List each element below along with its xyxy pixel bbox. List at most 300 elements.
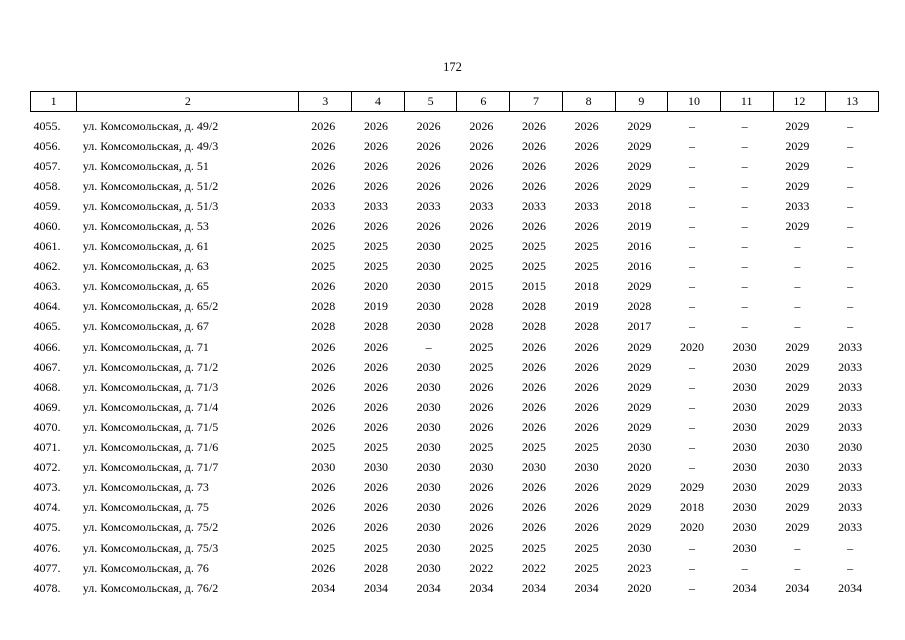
table-row <box>31 518 879 538</box>
address-cell: ул. Комсомольская, д. 71/4 <box>82 399 219 414</box>
row-number: 4057. <box>33 158 61 173</box>
year-cell-col-13: – <box>847 118 854 133</box>
year-cell-col-6: 2026 <box>469 480 494 495</box>
year-cell-col-11: – <box>741 259 748 274</box>
row-number: 4059. <box>33 198 61 213</box>
year-cell-col-9: 2029 <box>627 359 652 374</box>
year-cell-col-5: 2030 <box>416 319 441 334</box>
year-cell-col-6: 2025 <box>469 440 494 455</box>
year-cell-col-4: 2028 <box>363 319 388 334</box>
address-cell: ул. Комсомольская, д. 76/2 <box>82 580 219 595</box>
year-cell-col-11: 2030 <box>732 540 757 555</box>
table-body <box>31 112 879 599</box>
column-header-11: 11 <box>720 92 773 112</box>
year-cell-col-9: 2016 <box>627 259 652 274</box>
year-cell-col-3: 2026 <box>311 419 336 434</box>
year-cell-col-12: 2029 <box>785 158 810 173</box>
year-cell-col-11: – <box>741 198 748 213</box>
year-cell-col-4: 2025 <box>363 259 388 274</box>
address-cell: ул. Комсомольская, д. 71/5 <box>82 419 219 434</box>
year-cell-col-13: – <box>847 319 854 334</box>
year-cell-col-13: – <box>847 178 854 193</box>
year-cell-col-6: 2022 <box>469 560 494 575</box>
year-cell-col-4: 2026 <box>363 500 388 515</box>
page-number: 172 <box>443 60 462 74</box>
year-cell-col-9: 2029 <box>627 520 652 535</box>
year-cell-col-5: 2033 <box>416 198 441 213</box>
year-cell-col-9: 2017 <box>627 319 652 334</box>
year-cell-col-12: 2029 <box>785 178 810 193</box>
year-cell-col-6: 2026 <box>469 419 494 434</box>
column-header-7: 7 <box>510 92 563 112</box>
year-cell-col-10: 2020 <box>680 339 704 354</box>
year-cell-col-5: 2030 <box>416 359 441 374</box>
year-cell-col-7: 2025 <box>521 239 546 254</box>
year-cell-col-9: 2029 <box>627 279 652 294</box>
year-cell-col-12: 2029 <box>785 419 810 434</box>
year-cell-col-11: 2030 <box>732 379 757 394</box>
year-cell-col-6: 2026 <box>469 158 494 173</box>
year-cell-col-10: – <box>689 239 695 254</box>
year-cell-col-4: 2020 <box>363 279 388 294</box>
address-cell: ул. Комсомольская, д. 71/6 <box>82 440 219 455</box>
year-cell-col-9: 2029 <box>627 138 652 153</box>
year-cell-col-10: – <box>689 198 695 213</box>
row-number: 4077. <box>33 560 61 575</box>
year-cell-col-4: 2025 <box>363 540 388 555</box>
row-number: 4055. <box>33 118 61 133</box>
year-cell-col-7: 2030 <box>521 460 546 475</box>
year-cell-col-7: 2026 <box>521 359 546 374</box>
year-cell-col-10: – <box>689 319 695 334</box>
year-cell-col-3: 2026 <box>311 560 336 575</box>
year-cell-col-10: – <box>689 138 695 153</box>
table-row <box>31 458 879 478</box>
year-cell-col-13: 2034 <box>838 580 863 595</box>
year-cell-col-6: 2026 <box>469 138 494 153</box>
year-cell-col-8: 2026 <box>574 219 599 234</box>
year-cell-col-7: 2026 <box>521 138 546 153</box>
year-cell-col-12: – <box>794 560 801 575</box>
year-cell-col-13: – <box>847 239 854 254</box>
year-cell-col-11: – <box>741 319 748 334</box>
year-cell-col-6: 2025 <box>469 540 494 555</box>
year-cell-col-5: 2030 <box>416 279 441 294</box>
year-cell-col-13: – <box>847 560 854 575</box>
year-cell-col-3: 2026 <box>311 219 336 234</box>
year-cell-col-3: 2030 <box>311 460 336 475</box>
year-cell-col-10: – <box>689 359 695 374</box>
year-cell-col-8: 2026 <box>574 399 599 414</box>
year-cell-col-10: 2018 <box>680 500 704 515</box>
year-cell-col-10: 2029 <box>680 480 704 495</box>
year-cell-col-9: 2018 <box>627 198 652 213</box>
year-cell-col-7: 2028 <box>521 319 546 334</box>
row-number: 4065. <box>33 319 61 334</box>
year-cell-col-9: 2023 <box>627 560 652 575</box>
year-cell-col-3: 2026 <box>311 339 336 354</box>
year-cell-col-4: 2026 <box>363 339 388 354</box>
table-row <box>31 558 879 578</box>
table-row <box>31 297 879 317</box>
row-number: 4076. <box>33 540 61 555</box>
year-cell-col-3: 2026 <box>311 480 336 495</box>
year-cell-col-11: – <box>741 158 748 173</box>
year-cell-col-4: 2026 <box>363 158 388 173</box>
address-cell: ул. Комсомольская, д. 51/2 <box>82 178 219 193</box>
column-header-6: 6 <box>457 92 510 112</box>
year-cell-col-6: 2026 <box>469 399 494 414</box>
year-cell-col-8: 2026 <box>574 178 599 193</box>
year-cell-col-8: 2026 <box>574 500 599 515</box>
year-cell-col-11: – <box>741 219 748 234</box>
year-cell-col-3: 2025 <box>311 259 336 274</box>
year-cell-col-12: 2029 <box>785 399 810 414</box>
year-cell-col-10: – <box>689 379 695 394</box>
year-cell-col-5: 2030 <box>416 460 441 475</box>
column-header-1: 1 <box>31 92 77 112</box>
year-cell-col-7: 2026 <box>521 118 546 133</box>
table-row <box>31 377 879 397</box>
year-cell-col-12: 2029 <box>785 520 810 535</box>
table-row <box>31 538 879 558</box>
year-cell-col-12: – <box>794 299 801 314</box>
year-cell-col-12: 2029 <box>785 138 810 153</box>
table-row <box>31 397 879 417</box>
year-cell-col-6: 2026 <box>469 118 494 133</box>
year-cell-col-3: 2028 <box>311 319 336 334</box>
row-number: 4066. <box>33 339 61 354</box>
row-number: 4056. <box>33 138 61 153</box>
year-cell-col-5: 2026 <box>416 178 441 193</box>
row-number: 4070. <box>33 419 61 434</box>
year-cell-col-3: 2033 <box>311 198 336 213</box>
year-cell-col-5: – <box>425 339 432 354</box>
year-cell-col-11: – <box>741 138 748 153</box>
column-header-9: 9 <box>615 92 668 112</box>
year-cell-col-10: – <box>689 259 695 274</box>
year-cell-col-3: 2026 <box>311 118 336 133</box>
address-cell: ул. Комсомольская, д. 49/2 <box>82 118 219 133</box>
year-cell-col-10: – <box>689 178 695 193</box>
year-cell-col-6: 2025 <box>469 259 494 274</box>
year-cell-col-4: 2025 <box>363 239 388 254</box>
year-cell-col-12: – <box>794 259 801 274</box>
table-row <box>31 237 879 257</box>
year-cell-col-4: 2026 <box>363 219 388 234</box>
year-cell-col-11: – <box>741 178 748 193</box>
year-cell-col-12: – <box>794 279 801 294</box>
year-cell-col-11: 2030 <box>732 520 757 535</box>
year-cell-col-9: 2029 <box>627 339 652 354</box>
year-cell-col-11: – <box>741 279 748 294</box>
year-cell-col-4: 2026 <box>363 138 388 153</box>
year-cell-col-4: 2030 <box>363 460 388 475</box>
year-cell-col-12: 2029 <box>785 219 810 234</box>
address-cell: ул. Комсомольская, д. 76 <box>82 560 209 575</box>
year-cell-col-6: 2025 <box>469 359 494 374</box>
table-row <box>31 216 879 236</box>
year-cell-col-8: 2026 <box>574 419 599 434</box>
year-cell-col-5: 2026 <box>416 138 441 153</box>
year-cell-col-13: – <box>847 198 854 213</box>
address-cell: ул. Комсомольская, д. 49/3 <box>82 138 219 153</box>
year-cell-col-11: – <box>741 299 748 314</box>
year-cell-col-7: 2025 <box>521 259 546 274</box>
year-cell-col-10: – <box>689 440 695 455</box>
year-cell-col-6: 2025 <box>469 239 494 254</box>
year-cell-col-6: 2026 <box>469 379 494 394</box>
row-number: 4072. <box>33 460 61 475</box>
year-cell-col-13: – <box>847 279 854 294</box>
year-cell-col-4: 2019 <box>363 299 388 314</box>
year-cell-col-8: 2026 <box>574 379 599 394</box>
year-cell-col-13: 2033 <box>838 419 863 434</box>
year-cell-col-3: 2026 <box>311 399 336 414</box>
row-number: 4071. <box>33 440 61 455</box>
year-cell-col-5: 2026 <box>416 158 441 173</box>
year-cell-col-4: 2026 <box>363 399 388 414</box>
year-cell-col-3: 2026 <box>311 178 336 193</box>
year-cell-col-9: 2019 <box>627 219 652 234</box>
year-cell-col-8: 2025 <box>574 440 599 455</box>
year-cell-col-9: 2020 <box>627 460 652 475</box>
table-row <box>31 277 879 297</box>
row-number: 4073. <box>33 480 61 495</box>
year-cell-col-7: 2026 <box>521 500 546 515</box>
year-cell-col-13: 2033 <box>838 359 863 374</box>
year-cell-col-8: 2034 <box>574 580 599 595</box>
table-row <box>31 112 879 137</box>
table-row <box>31 196 879 216</box>
year-cell-col-7: 2026 <box>521 480 546 495</box>
year-cell-col-7: 2026 <box>521 158 546 173</box>
year-cell-col-5: 2030 <box>416 560 441 575</box>
year-cell-col-11: 2030 <box>732 500 757 515</box>
table-row <box>31 357 879 377</box>
year-cell-col-8: 2026 <box>574 520 599 535</box>
year-cell-col-13: 2033 <box>838 520 863 535</box>
column-header-12: 12 <box>773 92 826 112</box>
year-cell-col-6: 2026 <box>469 178 494 193</box>
row-number: 4069. <box>33 399 61 414</box>
year-cell-col-13: – <box>847 219 854 234</box>
year-cell-col-4: 2025 <box>363 440 388 455</box>
year-cell-col-5: 2030 <box>416 440 441 455</box>
table-row <box>31 478 879 498</box>
year-cell-col-8: 2025 <box>574 239 599 254</box>
year-cell-col-5: 2026 <box>416 219 441 234</box>
table-row <box>31 578 879 598</box>
row-number: 4058. <box>33 178 61 193</box>
row-number: 4062. <box>33 259 61 274</box>
year-cell-col-8: 2026 <box>574 118 599 133</box>
table-row <box>31 417 879 437</box>
year-cell-col-3: 2026 <box>311 520 336 535</box>
column-header-3: 3 <box>299 92 352 112</box>
year-cell-col-3: 2026 <box>311 500 336 515</box>
address-cell: ул. Комсомольская, д. 73 <box>82 480 209 495</box>
column-header-8: 8 <box>562 92 615 112</box>
column-number-header-row <box>31 92 879 112</box>
year-cell-col-5: 2030 <box>416 239 441 254</box>
year-cell-col-7: 2026 <box>521 399 546 414</box>
year-cell-col-10: – <box>689 299 695 314</box>
table-row <box>31 136 879 156</box>
year-cell-col-4: 2034 <box>363 580 388 595</box>
year-cell-col-10: – <box>689 460 695 475</box>
year-cell-col-12: 2029 <box>785 379 810 394</box>
year-cell-col-7: 2026 <box>521 379 546 394</box>
year-cell-col-3: 2026 <box>311 279 336 294</box>
address-cell: ул. Комсомольская, д. 71/7 <box>82 460 219 475</box>
year-cell-col-10: – <box>689 540 695 555</box>
year-cell-col-12: – <box>794 540 801 555</box>
year-cell-col-10: – <box>689 399 695 414</box>
year-cell-col-9: 2020 <box>627 580 652 595</box>
year-cell-col-6: 2026 <box>469 219 494 234</box>
year-cell-col-5: 2030 <box>416 419 441 434</box>
year-cell-col-7: 2033 <box>521 198 546 213</box>
year-cell-col-6: 2026 <box>469 520 494 535</box>
year-cell-col-10: – <box>689 279 695 294</box>
year-cell-col-5: 2030 <box>416 379 441 394</box>
year-cell-col-12: 2029 <box>785 359 810 374</box>
table-row <box>31 337 879 357</box>
year-cell-col-6: 2026 <box>469 500 494 515</box>
year-cell-col-12: – <box>794 319 801 334</box>
year-cell-col-13: – <box>847 138 854 153</box>
year-cell-col-5: 2030 <box>416 399 441 414</box>
year-cell-col-9: 2029 <box>627 500 652 515</box>
year-cell-col-10: – <box>689 580 695 595</box>
year-cell-col-6: 2025 <box>469 339 494 354</box>
year-cell-col-9: 2030 <box>627 440 652 455</box>
year-cell-col-5: 2030 <box>416 299 441 314</box>
year-cell-col-12: 2029 <box>785 339 810 354</box>
year-cell-col-7: 2025 <box>521 440 546 455</box>
year-cell-col-9: 2029 <box>627 178 652 193</box>
year-cell-col-10: – <box>689 419 695 434</box>
year-cell-col-13: 2033 <box>838 500 863 515</box>
year-cell-col-6: 2028 <box>469 299 494 314</box>
year-cell-col-13: – <box>847 259 854 274</box>
schedule-table <box>30 91 879 598</box>
year-cell-col-10: – <box>689 560 695 575</box>
year-cell-col-3: 2026 <box>311 158 336 173</box>
address-cell: ул. Комсомольская, д. 75/3 <box>82 540 219 555</box>
address-cell: ул. Комсомольская, д. 63 <box>82 259 209 274</box>
row-number: 4074. <box>33 500 61 515</box>
year-cell-col-8: 2025 <box>574 560 599 575</box>
year-cell-col-3: 2025 <box>311 239 336 254</box>
year-cell-col-3: 2025 <box>311 440 336 455</box>
year-cell-col-4: 2026 <box>363 359 388 374</box>
table-row <box>31 257 879 277</box>
year-cell-col-11: 2030 <box>732 419 757 434</box>
year-cell-col-7: 2026 <box>521 419 546 434</box>
column-header-5: 5 <box>404 92 457 112</box>
year-cell-col-13: 2033 <box>838 399 863 414</box>
year-cell-col-4: 2033 <box>363 198 388 213</box>
year-cell-col-12: 2029 <box>785 500 810 515</box>
year-cell-col-5: 2030 <box>416 480 441 495</box>
year-cell-col-4: 2028 <box>363 560 388 575</box>
column-header-13: 13 <box>826 92 879 112</box>
year-cell-col-7: 2028 <box>521 299 546 314</box>
year-cell-col-11: – <box>741 239 748 254</box>
year-cell-col-5: 2030 <box>416 500 441 515</box>
column-header-10: 10 <box>668 92 721 112</box>
table-row <box>31 438 879 458</box>
address-cell: ул. Комсомольская, д. 75 <box>82 500 209 515</box>
year-cell-col-7: 2034 <box>521 580 546 595</box>
year-cell-col-12: 2030 <box>785 440 810 455</box>
address-cell: ул. Комсомольская, д. 65/2 <box>82 299 219 314</box>
year-cell-col-9: 2029 <box>627 379 652 394</box>
year-cell-col-8: 2026 <box>574 138 599 153</box>
table-row <box>31 156 879 176</box>
year-cell-col-13: – <box>847 158 854 173</box>
address-cell: ул. Комсомольская, д. 51/3 <box>82 198 219 213</box>
year-cell-col-11: 2034 <box>732 580 757 595</box>
year-cell-col-11: 2030 <box>732 480 757 495</box>
row-number: 4064. <box>33 299 61 314</box>
year-cell-col-9: 2029 <box>627 419 652 434</box>
year-cell-col-10: 2020 <box>680 520 704 535</box>
year-cell-col-7: 2026 <box>521 520 546 535</box>
year-cell-col-8: 2018 <box>574 279 599 294</box>
year-cell-col-13: 2030 <box>838 440 863 455</box>
year-cell-col-5: 2026 <box>416 118 441 133</box>
year-cell-col-9: 2029 <box>627 480 652 495</box>
column-header-4: 4 <box>352 92 405 112</box>
year-cell-col-8: 2026 <box>574 480 599 495</box>
year-cell-col-11: 2030 <box>732 460 757 475</box>
year-cell-col-3: 2028 <box>311 299 336 314</box>
address-cell: ул. Комсомольская, д. 61 <box>82 239 209 254</box>
year-cell-col-8: 2025 <box>574 540 599 555</box>
year-cell-col-9: 2029 <box>627 118 652 133</box>
year-cell-col-7: 2026 <box>521 219 546 234</box>
year-cell-col-5: 2034 <box>416 580 441 595</box>
year-cell-col-4: 2026 <box>363 419 388 434</box>
row-number: 4060. <box>33 219 61 234</box>
row-number: 4061. <box>33 239 61 254</box>
year-cell-col-6: 2015 <box>469 279 494 294</box>
year-cell-col-8: 2019 <box>574 299 599 314</box>
year-cell-col-13: 2033 <box>838 460 863 475</box>
year-cell-col-4: 2026 <box>363 520 388 535</box>
address-cell: ул. Комсомольская, д. 65 <box>82 279 209 294</box>
year-cell-col-8: 2028 <box>574 319 599 334</box>
year-cell-col-3: 2025 <box>311 540 336 555</box>
year-cell-col-6: 2034 <box>469 580 494 595</box>
address-cell: ул. Комсомольская, д. 75/2 <box>82 520 219 535</box>
year-cell-col-10: – <box>689 219 695 234</box>
year-cell-col-8: 2033 <box>574 198 599 213</box>
year-cell-col-13: – <box>847 299 854 314</box>
year-cell-col-4: 2026 <box>363 379 388 394</box>
year-cell-col-7: 2025 <box>521 540 546 555</box>
year-cell-col-6: 2030 <box>469 460 494 475</box>
year-cell-col-5: 2030 <box>416 259 441 274</box>
year-cell-col-12: 2034 <box>785 580 810 595</box>
year-cell-col-3: 2026 <box>311 138 336 153</box>
address-cell: ул. Комсомольская, д. 53 <box>82 219 209 234</box>
year-cell-col-9: 2016 <box>627 239 652 254</box>
row-number: 4068. <box>33 379 61 394</box>
